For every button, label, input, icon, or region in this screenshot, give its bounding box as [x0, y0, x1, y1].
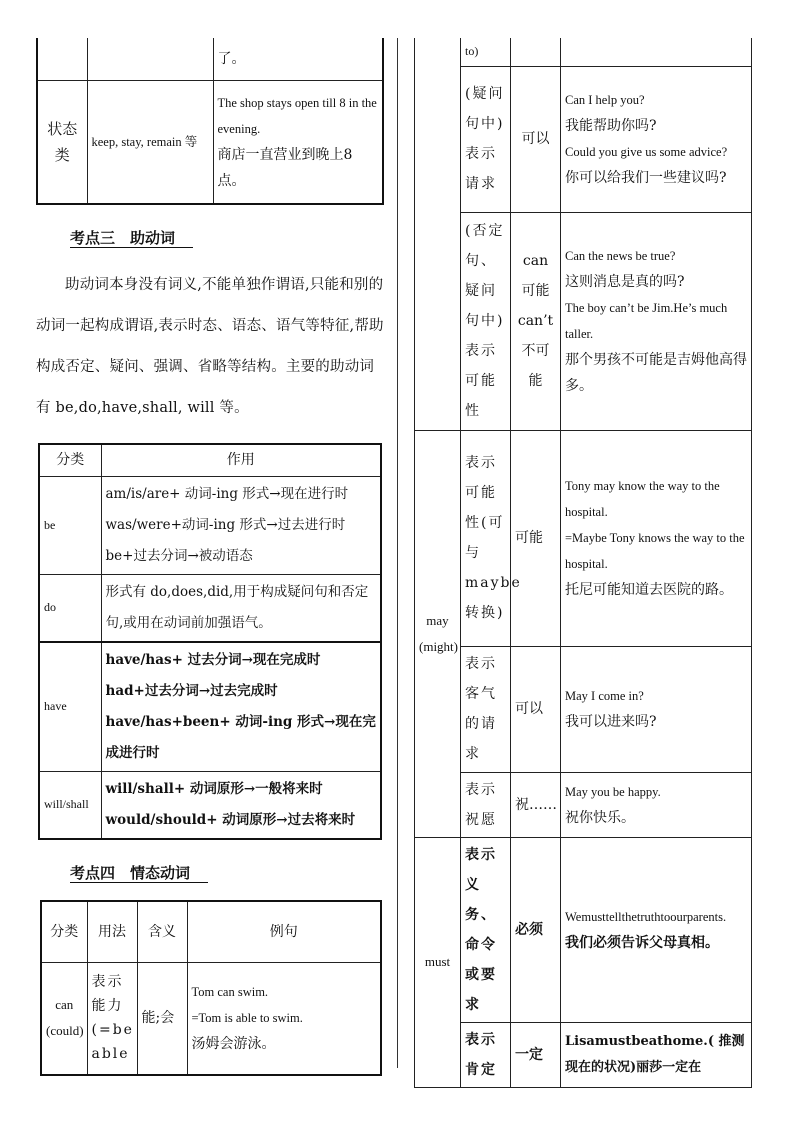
- usage-cell: (否定句、疑问句中)表示可能性: [461, 212, 511, 430]
- category-cell: have: [39, 642, 101, 772]
- table-row: [41, 963, 381, 1075]
- section-paragraph: 助动词本身没有词义,不能单独作谓语,只能和别的动词一起构成谓语,表示时态、语态、语气等特征,帮助构成否定、疑问、强调、省略等结构。主要的助动词有 be,do,have,shall, will 等。: [36, 277, 384, 416]
- table-header: 分类: [41, 901, 87, 963]
- table-row: [39, 771, 381, 839]
- example-line: 汤姆会游泳。: [191, 1036, 276, 1053]
- table-header: 分类: [39, 444, 101, 476]
- example-line: 托尼可能知道去医院的路。: [565, 582, 733, 598]
- usage-line: 形式有 do,does,did,用于构成疑问句和否定句,或用在动词前加强语气。: [105, 583, 369, 631]
- example-line: =Tom is able to swim.: [191, 1011, 303, 1026]
- usage-line: be+过去分词→被动语态: [105, 547, 253, 564]
- left-column: [36, 38, 384, 1076]
- usage-line: was/were+动词-ing 形式→过去进行时: [105, 516, 346, 533]
- usage-cell: (疑问句中)表示请求: [461, 66, 511, 212]
- table-row: [415, 1022, 752, 1087]
- category-cell: can (could): [41, 963, 87, 1075]
- example-line: Can the news be true?: [565, 249, 676, 263]
- example-cn: 商店一直营业到晚上8点。: [217, 146, 353, 189]
- usage-line: will/shall+ 动词原形→一般将来时: [105, 780, 323, 797]
- category-cell: be: [39, 476, 101, 574]
- usage-cell: to): [461, 38, 511, 66]
- usage-cell: 表示客气的请求: [461, 646, 511, 772]
- table-row: [39, 574, 381, 642]
- usage-line: am/is/are+ 动词-ing 形式→现在进行时: [105, 485, 349, 502]
- column-divider: [397, 38, 398, 1068]
- usage-line: would/should+ 动词原形→过去将来时: [105, 811, 356, 828]
- table-header: 含义: [137, 901, 187, 963]
- category-cell: do: [39, 574, 101, 642]
- section-heading-4: 考点四 情态动词: [70, 862, 384, 890]
- category-cell: must: [415, 837, 461, 1087]
- example-line: 我能帮助你吗?: [565, 118, 657, 134]
- table-row: [39, 642, 381, 772]
- example-line: May I come in?: [565, 689, 644, 703]
- usage-cell: 表示肯定: [461, 1022, 511, 1087]
- modal-verb-table-continued: [414, 38, 752, 1088]
- verbs-cell: keep, stay, remain 等: [87, 80, 213, 204]
- table-row: [415, 837, 752, 1022]
- usage-cell: 表示祝愿: [461, 772, 511, 837]
- example-line: 那个男孩不可能是吉姆他高得多。: [565, 352, 747, 394]
- meaning-cell: 祝……: [511, 772, 561, 837]
- modal-verb-table: [40, 900, 382, 1076]
- section-heading-3: 考点三 助动词: [70, 227, 384, 255]
- example-line: 我可以进来吗?: [565, 714, 657, 730]
- table-row: [415, 38, 752, 66]
- meaning-cell: 可能: [511, 430, 561, 646]
- example-line: Lisamustbeathome.( 推测现在的状况)丽莎一定在: [565, 1033, 745, 1075]
- meaning-cell: 必须: [511, 837, 561, 1022]
- usage-line: had+过去分词→过去完成时: [105, 682, 278, 699]
- example-line: 这则消息是真的吗?: [565, 274, 685, 290]
- example-line: 我们必须告诉父母真相。: [565, 934, 719, 951]
- example-cell: [213, 80, 383, 204]
- example-line: May you be happy.: [565, 784, 661, 799]
- example-line: 祝你快乐。: [565, 809, 635, 826]
- table-row: [415, 646, 752, 772]
- table-row: [415, 430, 752, 646]
- example-line: Tom can swim.: [191, 985, 269, 1000]
- usage-cell: 表示能力 (=be able: [87, 963, 137, 1075]
- table-row: [415, 772, 752, 837]
- table-header: 作用: [101, 444, 381, 476]
- example-en: The shop stays open till 8 in the evening.: [217, 95, 377, 136]
- table-cell: 了。: [213, 38, 383, 80]
- table-header: 用法: [87, 901, 137, 963]
- meaning-cell: can 可能 can’t 不可能: [511, 212, 561, 430]
- category-cell: may (might): [415, 430, 461, 837]
- usage-cell: 表示可能性(可与maybe 转换): [461, 430, 511, 646]
- meaning-cell: 可以: [511, 646, 561, 772]
- usage-cell: 表示义务、命令或要求: [461, 837, 511, 1022]
- example-line: The boy can’t be Jim.He’s much taller.: [565, 301, 728, 341]
- table-row: [415, 212, 752, 430]
- right-column: [414, 38, 752, 1088]
- verb-category-table-continued: [36, 38, 384, 205]
- example-line: Can I help you?: [565, 93, 645, 107]
- meaning-cell: 可以: [511, 66, 561, 212]
- example-line: Wemusttellthetruthtoourparents.: [565, 909, 727, 924]
- table-row: [415, 66, 752, 212]
- usage-line: have/has+been+ 动词-ing 形式→现在完成进行时: [105, 713, 376, 761]
- example-line: 你可以给我们一些建议吗?: [565, 170, 727, 186]
- example-line: Could you give us some advice?: [565, 145, 728, 159]
- category-cell: 状态类: [37, 80, 87, 204]
- table-header: 例句: [187, 901, 381, 963]
- example-line: Tony may know the way to the hospital.: [565, 479, 720, 519]
- category-cell: will/shall: [39, 771, 101, 839]
- meaning-cell: 能;会: [137, 963, 187, 1075]
- usage-line: have/has+ 过去分词→现在完成时: [105, 651, 321, 668]
- example-line: =Maybe Tony knows the way to the hospital.: [565, 531, 745, 571]
- auxiliary-verb-table: [38, 443, 382, 840]
- meaning-cell: 一定: [511, 1022, 561, 1087]
- table-row: [39, 476, 381, 574]
